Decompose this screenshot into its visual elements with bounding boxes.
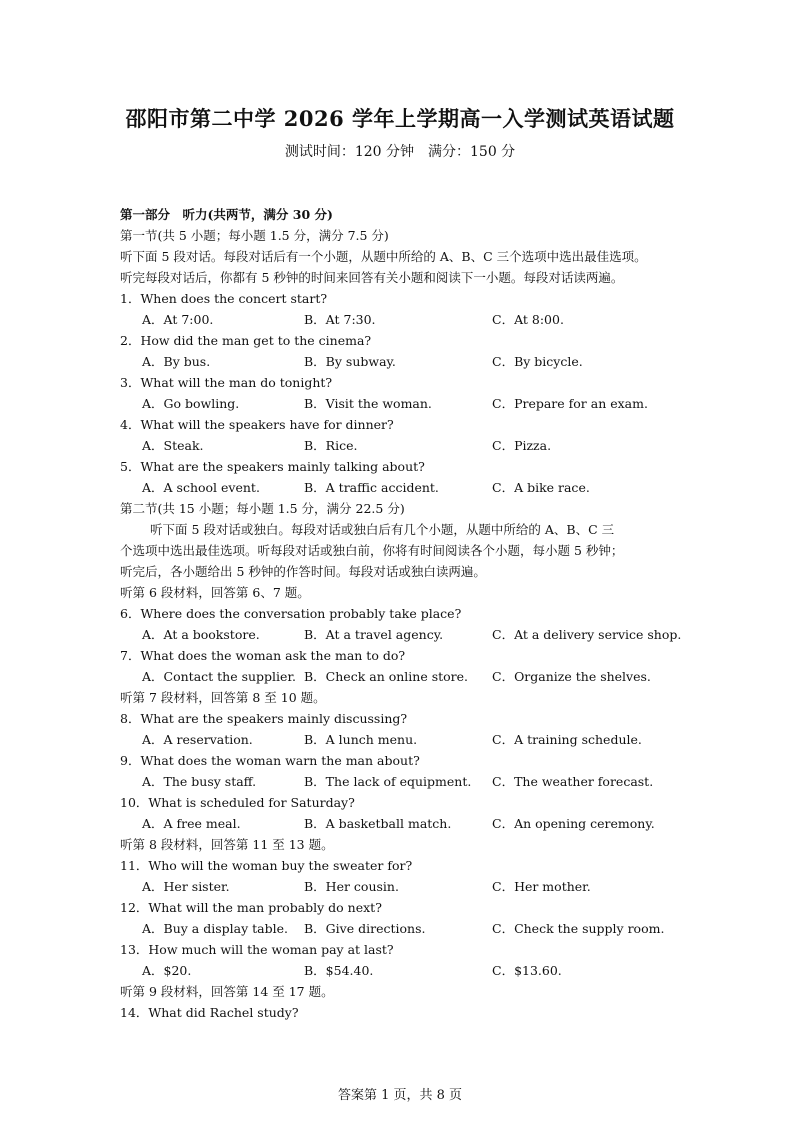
option-a: A．Go bowling.	[142, 396, 240, 411]
question-options	[120, 477, 680, 498]
exam-content	[120, 204, 680, 1023]
option-c: C．Pizza.	[492, 438, 552, 453]
option-a: A．Her sister.	[142, 879, 230, 894]
section2-instruction: 听下面 5 段对话或独白。每段对话或独白后有几个小题，从题中所给的 A、B、C 三	[150, 522, 615, 537]
option-a: A．A reservation.	[142, 732, 253, 747]
option-a: A．By bus.	[142, 354, 211, 369]
page-footer: 答案第 1 页，共 8 页	[337, 1088, 463, 1103]
question-stem: 8．What are the speakers mainly discussing?	[120, 711, 408, 726]
exam-subtitle: 测试时间：120 分钟 满分：150 分	[284, 144, 516, 160]
option-a: A．A school event.	[142, 480, 260, 495]
question-options	[120, 309, 680, 330]
question-stem: 2．How did the man get to the cinema?	[120, 333, 372, 348]
question-stem: 11．Who will the woman buy the sweater for?	[120, 858, 413, 873]
question-stem: 7．What does the woman ask the man to do?	[120, 648, 406, 663]
option-c: C．Organize the shelves.	[492, 669, 651, 684]
option-b: B．By subway.	[304, 354, 396, 369]
section2-instruction: 听完后，各小题给出 5 秒钟的作答时间。每段对话或独白读两遍。	[120, 564, 486, 579]
question-options	[120, 729, 680, 750]
option-b: B．A lunch menu.	[304, 732, 418, 747]
option-b: B．Her cousin.	[304, 879, 399, 894]
option-b: B．Give directions.	[304, 921, 426, 936]
exam-title: 邵阳市第二中学 2026 学年上学期高一入学测试英语试题	[125, 106, 675, 131]
option-a: A．At 7:00.	[142, 312, 214, 327]
section1-instruction: 听下面 5 段对话。每段对话后有一个小题，从题中所给的 A、B、C 三个选项中选出最佳选项。	[120, 249, 647, 264]
section1-instruction: 听完每段对话后，你都有 5 秒钟的时间来回答有关小题和阅读下一小题。每段对话读两遍。	[120, 270, 624, 285]
option-b: B．At a travel agency.	[304, 627, 444, 642]
material-note: 听第 7 段材料，回答第 8 至 10 题。	[120, 690, 326, 705]
option-c: C．A bike race.	[492, 480, 590, 495]
question-options	[120, 918, 680, 939]
option-a: A．Steak.	[142, 438, 204, 453]
section2-heading: 第二节(共 15 小题；每小题 1.5 分，满分 22.5 分)	[120, 501, 405, 516]
question-stem: 5．What are the speakers mainly talking about?	[120, 459, 425, 474]
option-b: B．Check an online store.	[304, 669, 469, 684]
material-note: 听第 8 段材料，回答第 11 至 13 题。	[120, 837, 334, 852]
question-stem: 14．What did Rachel study?	[120, 1005, 299, 1020]
option-c: C．At 8:00.	[492, 312, 564, 327]
option-b: B．At 7:30.	[304, 312, 376, 327]
option-a: A．Buy a display table.	[142, 921, 288, 936]
question-stem: 13．How much will the woman pay at last?	[120, 942, 394, 957]
option-b: B．Rice.	[304, 438, 358, 453]
section1-heading: 第一节(共 5 小题；每小题 1.5 分，满分 7.5 分)	[120, 228, 389, 243]
material-note: 听第 9 段材料，回答第 14 至 17 题。	[120, 984, 334, 999]
question-stem: 3．What will the man do tonight?	[120, 375, 333, 390]
question-stem: 10．What is scheduled for Saturday?	[120, 795, 355, 810]
question-options	[120, 876, 680, 897]
question-options	[120, 435, 680, 456]
option-b: B．A basketball match.	[304, 816, 452, 831]
option-c: C．The weather forecast.	[492, 774, 654, 789]
option-c: C．By bicycle.	[492, 354, 583, 369]
option-b: B．The lack of equipment.	[304, 774, 472, 789]
question-options	[120, 351, 680, 372]
question-options	[120, 771, 680, 792]
option-b: B．Visit the woman.	[304, 396, 432, 411]
option-a: A．The busy staff.	[142, 774, 257, 789]
question-stem: 12．What will the man probably do next?	[120, 900, 382, 915]
question-options	[120, 666, 680, 687]
option-c: C．A training schedule.	[492, 732, 642, 747]
question-stem: 6．Where does the conversation probably take place?	[120, 606, 462, 621]
option-b: B．A traffic accident.	[304, 480, 439, 495]
option-c: C．Prepare for an exam.	[492, 396, 648, 411]
question-stem: 1．When does the concert start?	[120, 291, 328, 306]
question-options	[120, 393, 680, 414]
question-options	[120, 624, 680, 645]
part1-heading: 第一部分 听力(共两节，满分 30 分)	[120, 207, 333, 222]
option-a: A．At a bookstore.	[142, 627, 260, 642]
option-c: C．Her mother.	[492, 879, 591, 894]
question-options	[120, 813, 680, 834]
option-a: A．$20.	[142, 963, 192, 978]
option-a: A．Contact the supplier.	[142, 669, 297, 684]
option-c: C．At a delivery service shop.	[492, 627, 682, 642]
question-stem: 9．What does the woman warn the man about?	[120, 753, 420, 768]
option-c: C．An opening ceremony.	[492, 816, 655, 831]
option-c: C．$13.60.	[492, 963, 562, 978]
question-options	[120, 960, 680, 981]
material-note: 听第 6 段材料，回答第 6、7 题。	[120, 585, 310, 600]
question-stem: 4．What will the speakers have for dinner?	[120, 417, 394, 432]
option-c: C．Check the supply room.	[492, 921, 665, 936]
section2-instruction: 个选项中选出最佳选项。听每段对话或独白前，你将有时间阅读各个小题，每小题 5 秒钟；	[120, 543, 624, 558]
option-a: A．A free meal.	[142, 816, 241, 831]
option-b: B．$54.40.	[304, 963, 374, 978]
